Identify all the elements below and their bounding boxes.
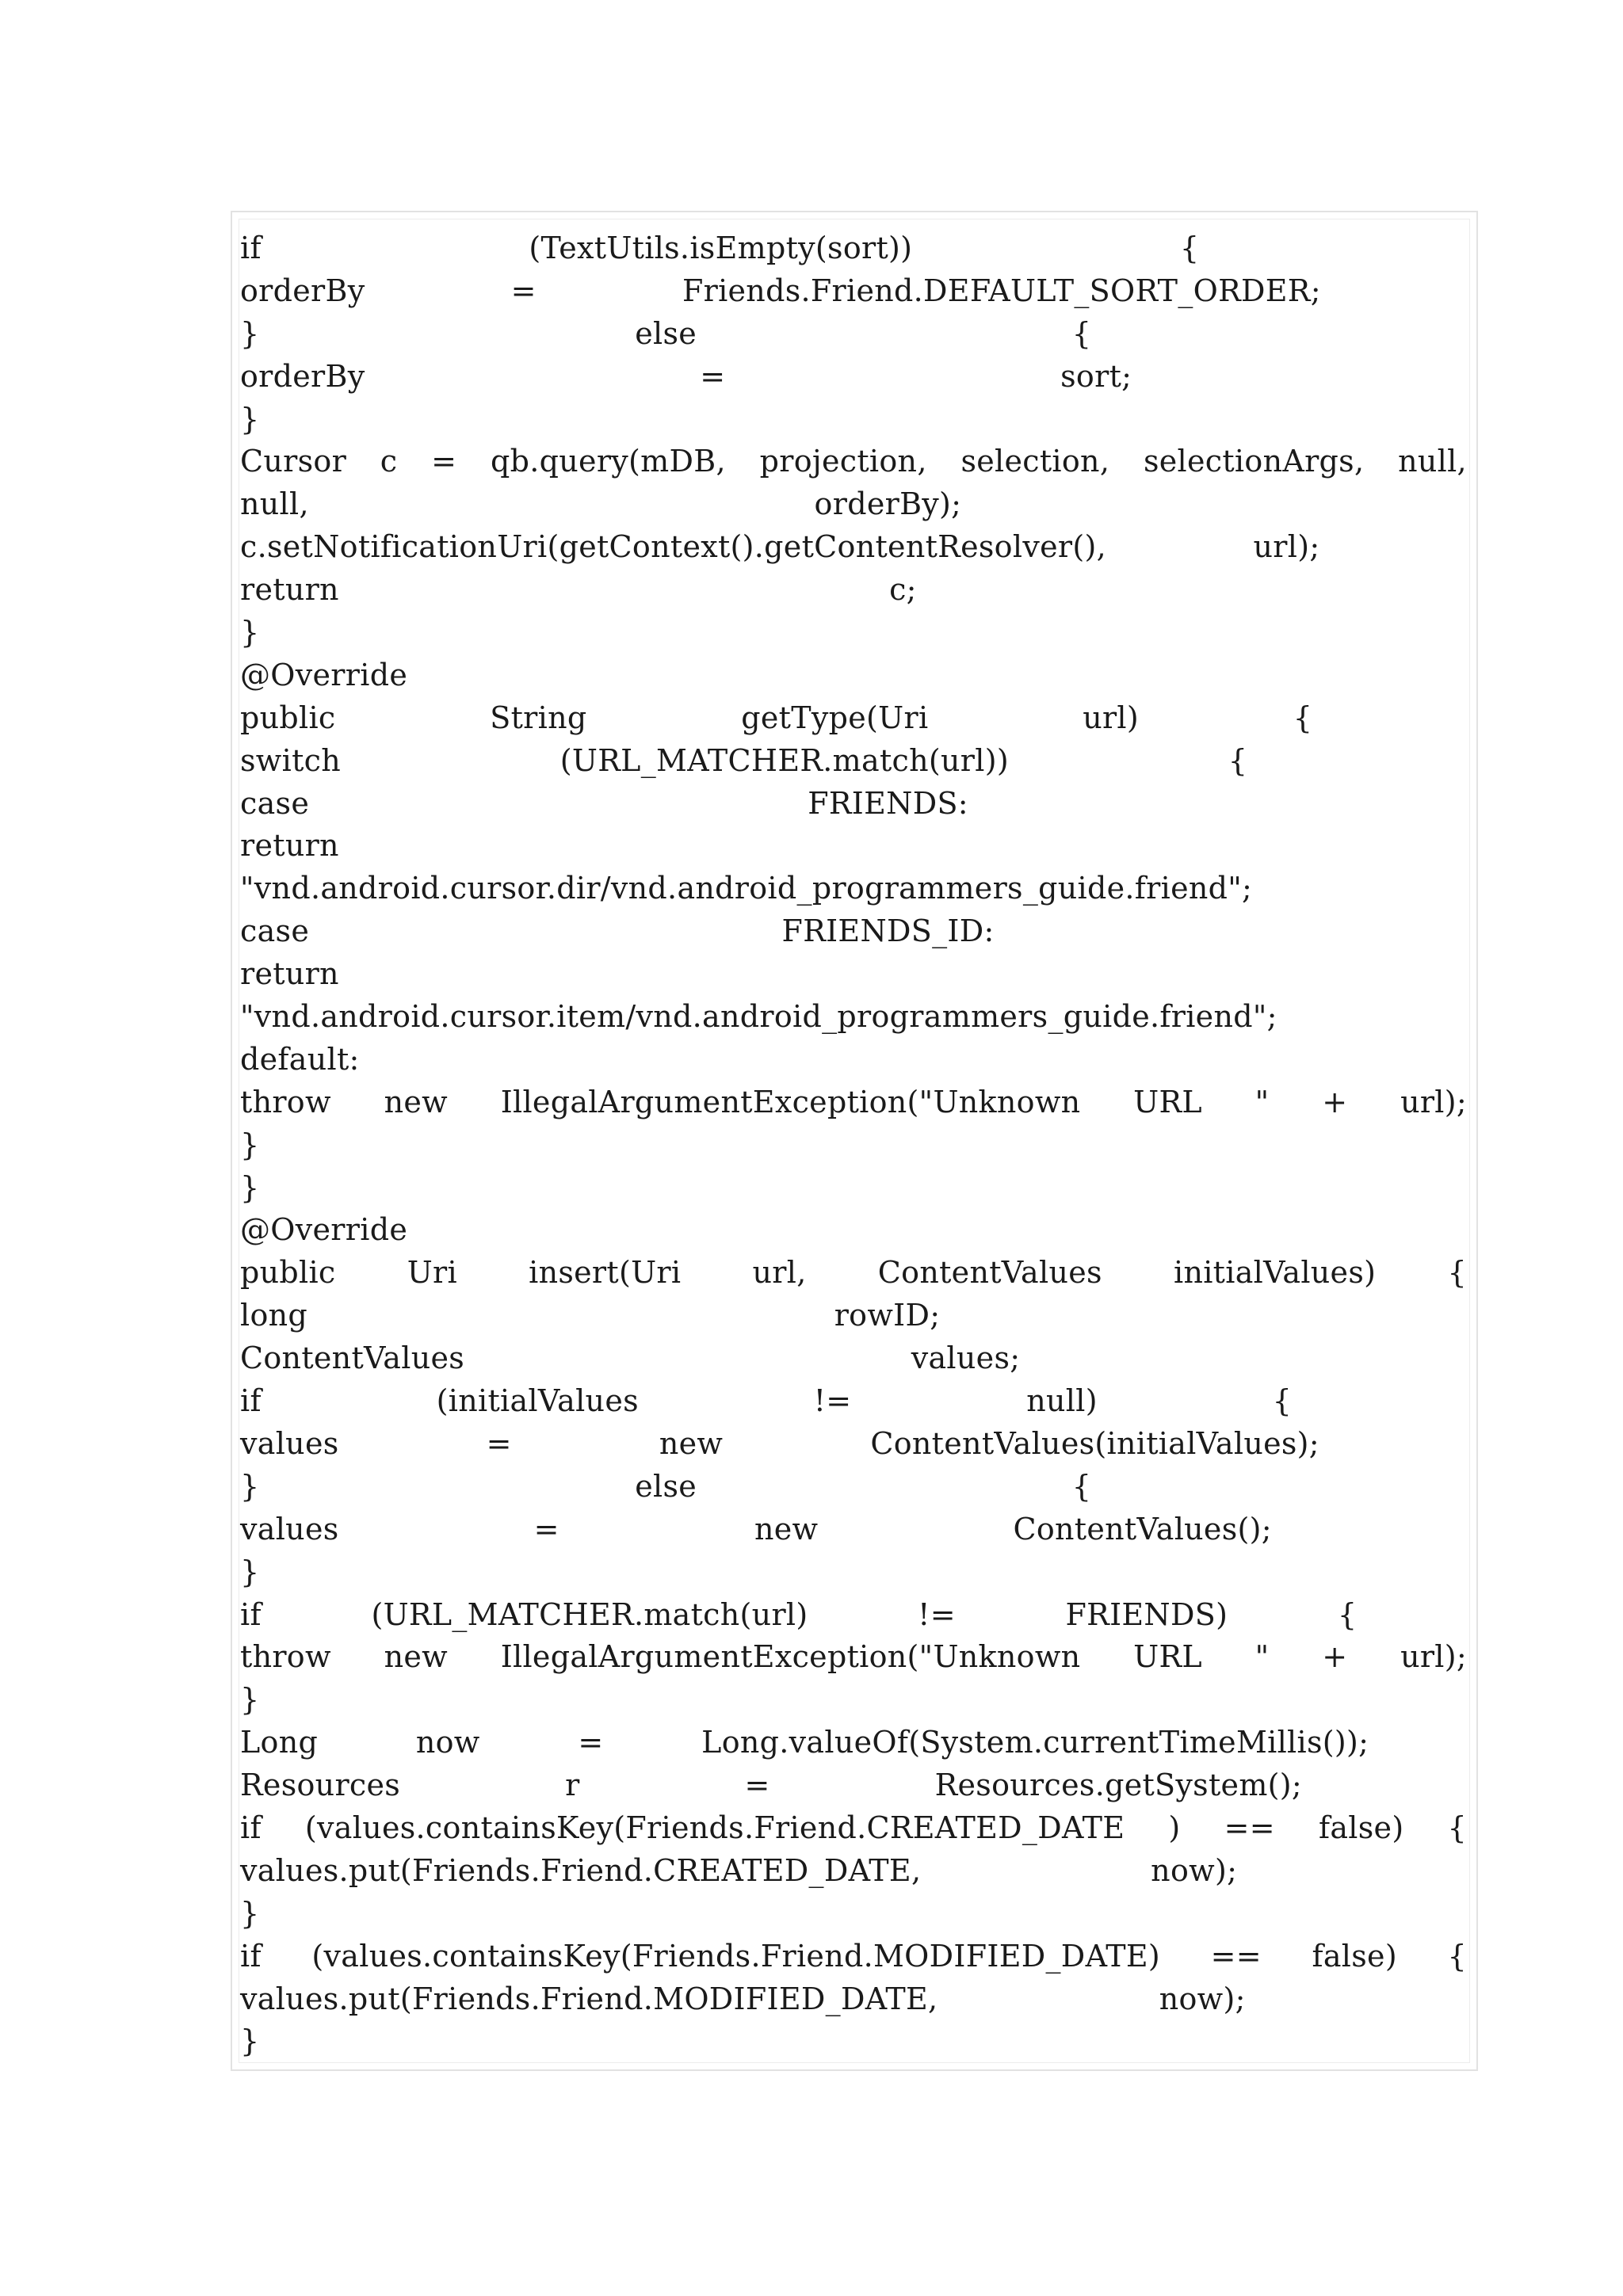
- code-line: [240, 1594, 1467, 1637]
- code-token: URL: [1133, 1639, 1202, 1675]
- code-token: public: [240, 1255, 336, 1291]
- code-line: [240, 1850, 1467, 1893]
- code-line: [240, 1167, 1467, 1210]
- code-line: [240, 1807, 1467, 1850]
- code-token: {: [1071, 1468, 1092, 1504]
- code-line: [240, 910, 1467, 953]
- code-line: [240, 825, 1467, 868]
- code-token: ContentValues(initialValues);: [870, 1425, 1319, 1461]
- code-line: [240, 868, 1467, 910]
- code-token: else: [635, 315, 697, 351]
- code-token: +: [1322, 1084, 1348, 1119]
- code-line: [240, 526, 1467, 569]
- code-token: "vnd.android.cursor.item/vnd.android_programmers_guide.friend";: [240, 999, 1277, 1035]
- code-token: orderBy: [240, 273, 365, 308]
- code-line: [240, 996, 1467, 1039]
- code-token: ): [1168, 1810, 1181, 1845]
- code-token: new: [384, 1639, 448, 1675]
- code-line: [240, 1466, 1467, 1508]
- code-token: FRIENDS:: [808, 785, 968, 821]
- code-token: (values.containsKey(Friends.Friend.MODIFIED_DATE): [311, 1938, 1161, 1974]
- code-token: !=: [918, 1596, 956, 1632]
- code-token: now);: [1159, 1981, 1246, 2016]
- code-token: =: [744, 1768, 770, 1803]
- code-token: IllegalArgumentException("Unknown: [500, 1084, 1081, 1119]
- code-token: }: [240, 315, 260, 351]
- code-token: FRIENDS_ID:: [781, 913, 995, 949]
- code-token: url);: [1400, 1639, 1467, 1675]
- code-line: [240, 1679, 1467, 1722]
- code-token: values.put(Friends.Friend.MODIFIED_DATE,: [240, 1981, 938, 2016]
- code-line: [240, 313, 1467, 356]
- code-token: ==: [1210, 1938, 1262, 1974]
- code-token: }: [240, 1895, 260, 1931]
- code-token: }: [240, 1468, 260, 1504]
- code-token: return: [240, 828, 339, 864]
- code-token: null): [1026, 1383, 1098, 1419]
- code-token: else: [635, 1468, 697, 1504]
- code-token: {: [1447, 1255, 1467, 1291]
- code-token: +: [1322, 1639, 1348, 1675]
- code-token: projection,: [759, 444, 927, 479]
- code-token: new: [754, 1511, 819, 1547]
- code-token: }: [240, 1554, 260, 1589]
- code-token: {: [1272, 1383, 1293, 1419]
- code-token: if: [240, 1596, 262, 1632]
- code-token: FRIENDS): [1065, 1596, 1228, 1632]
- code-line: [240, 697, 1467, 740]
- code-line: [240, 1936, 1467, 1978]
- code-token: if: [240, 1938, 262, 1974]
- code-token: now);: [1151, 1852, 1238, 1888]
- code-token: ContentValues();: [1013, 1511, 1272, 1547]
- code-token: {: [1071, 315, 1092, 351]
- code-line: [240, 1636, 1467, 1679]
- code-token: if: [240, 1383, 262, 1419]
- code-token: sort;: [1060, 358, 1132, 394]
- code-line: [240, 483, 1467, 526]
- code-token: insert(Uri: [529, 1255, 682, 1291]
- code-token: default:: [240, 1041, 360, 1077]
- code-token: ContentValues: [877, 1255, 1102, 1291]
- code-token: ==: [1224, 1810, 1275, 1845]
- code-line: [240, 953, 1467, 996]
- code-token: {: [1337, 1596, 1358, 1632]
- code-line: [240, 356, 1467, 399]
- code-token: =: [486, 1425, 512, 1461]
- code-token: String: [490, 700, 587, 735]
- code-token: r: [565, 1768, 580, 1803]
- code-token: values: [240, 1425, 339, 1461]
- code-line: [240, 1508, 1467, 1551]
- code-line: [240, 1423, 1467, 1466]
- code-line: [240, 654, 1467, 697]
- code-token: case: [240, 913, 310, 949]
- code-token: }: [240, 615, 260, 650]
- code-token: IllegalArgumentException("Unknown: [500, 1639, 1081, 1675]
- code-line: [240, 1978, 1467, 2021]
- code-token: =: [578, 1725, 604, 1760]
- code-line: [240, 1337, 1467, 1380]
- code-line: [240, 1295, 1467, 1337]
- code-token: Resources.getSystem();: [934, 1768, 1303, 1803]
- code-line: [240, 1551, 1467, 1594]
- code-token: (TextUtils.isEmpty(sort)): [529, 231, 913, 265]
- code-token: URL: [1133, 1084, 1202, 1119]
- code-line: [240, 1209, 1467, 1252]
- code-token: {: [1447, 1938, 1467, 1974]
- code-token: false): [1318, 1810, 1404, 1845]
- code-token: Long.valueOf(System.currentTimeMillis());: [701, 1725, 1369, 1760]
- code-token: (URL_MATCHER.match(url): [371, 1596, 808, 1632]
- code-token: =: [431, 444, 457, 479]
- code-token: orderBy);: [814, 486, 962, 522]
- code-token: url,: [752, 1255, 807, 1291]
- code-token: values: [240, 1511, 339, 1547]
- code-token: Resources: [240, 1768, 401, 1803]
- code-token: @Override: [240, 1212, 408, 1248]
- code-token: url);: [1400, 1084, 1467, 1119]
- code-token: now: [415, 1725, 480, 1760]
- code-token: return: [240, 956, 339, 992]
- code-token: url);: [1253, 529, 1320, 565]
- code-line: [240, 227, 1467, 270]
- code-token: false): [1312, 1938, 1397, 1974]
- code-line: [240, 1081, 1467, 1124]
- code-line: [240, 783, 1467, 826]
- code-token: selectionArgs,: [1143, 444, 1365, 479]
- code-token: (initialValues: [436, 1383, 639, 1419]
- code-line: [240, 1893, 1467, 1936]
- code-line: [240, 441, 1467, 483]
- code-token: }: [240, 1127, 260, 1162]
- code-token: ": [1254, 1084, 1270, 1119]
- code-token: {: [1228, 742, 1248, 778]
- code-line: [240, 612, 1467, 654]
- code-token: getType(Uri: [741, 700, 929, 735]
- code-token: }: [240, 401, 260, 437]
- code-token: initialValues): [1174, 1255, 1377, 1291]
- code-token: @Override: [240, 657, 408, 692]
- code-token: Long: [240, 1725, 319, 1760]
- code-token: long: [240, 1298, 308, 1333]
- code-line: [240, 399, 1467, 441]
- code-token: selection,: [960, 444, 1110, 479]
- code-token: Friends.Friend.DEFAULT_SORT_ORDER;: [682, 273, 1321, 308]
- code-token: }: [240, 1682, 260, 1718]
- code-token: throw: [240, 1639, 331, 1675]
- code-token: =: [700, 358, 726, 394]
- code-token: Cursor: [240, 444, 347, 479]
- code-token: return: [240, 572, 339, 608]
- code-token: orderBy: [240, 358, 365, 394]
- code-token: new: [384, 1084, 448, 1119]
- code-token: values;: [911, 1341, 1021, 1376]
- code-token: (values.containsKey(Friends.Friend.CREATED_DATE: [304, 1810, 1125, 1845]
- code-line: [240, 2020, 1467, 2063]
- code-line: [240, 270, 1467, 313]
- code-line: [240, 1764, 1467, 1807]
- code-token: =: [533, 1511, 559, 1547]
- code-line: [240, 1380, 1467, 1423]
- code-line: [240, 740, 1467, 783]
- code-token: ContentValues: [240, 1341, 465, 1376]
- code-token: ": [1254, 1639, 1270, 1675]
- code-token: throw: [240, 1084, 331, 1119]
- code-token: Uri: [407, 1255, 457, 1291]
- code-token: null,: [1398, 444, 1467, 479]
- code-token: c.setNotificationUri(getContext().getContentResolver(),: [240, 529, 1106, 565]
- code-token: null,: [240, 486, 309, 522]
- code-token: new: [659, 1425, 724, 1461]
- code-line: [240, 1252, 1467, 1295]
- code-token: qb.query(mDB,: [491, 444, 726, 479]
- code-token: }: [240, 1169, 260, 1205]
- code-token: url): [1083, 700, 1140, 735]
- code-token: "vnd.android.cursor.dir/vnd.android_programmers_guide.friend";: [240, 871, 1253, 906]
- code-token: !=: [813, 1383, 852, 1419]
- code-listing: [240, 227, 1467, 2063]
- code-line: [240, 1039, 1467, 1081]
- code-line: [240, 1124, 1467, 1167]
- code-token: case: [240, 785, 310, 821]
- code-line: [240, 569, 1467, 612]
- code-line: [240, 1722, 1467, 1764]
- code-token: if: [240, 231, 262, 265]
- code-token: c;: [889, 572, 917, 608]
- code-token: switch: [240, 742, 342, 778]
- code-token: public: [240, 700, 336, 735]
- code-token: }: [240, 2023, 260, 2059]
- code-token: {: [1179, 231, 1200, 265]
- code-token: if: [240, 1810, 262, 1845]
- code-token: =: [510, 273, 537, 308]
- code-token: (URL_MATCHER.match(url)): [559, 742, 1009, 778]
- code-token: rowID;: [834, 1298, 941, 1333]
- code-token: {: [1293, 700, 1313, 735]
- code-token: values.put(Friends.Friend.CREATED_DATE,: [240, 1852, 922, 1888]
- code-token: c: [380, 444, 398, 479]
- code-token: {: [1447, 1810, 1467, 1845]
